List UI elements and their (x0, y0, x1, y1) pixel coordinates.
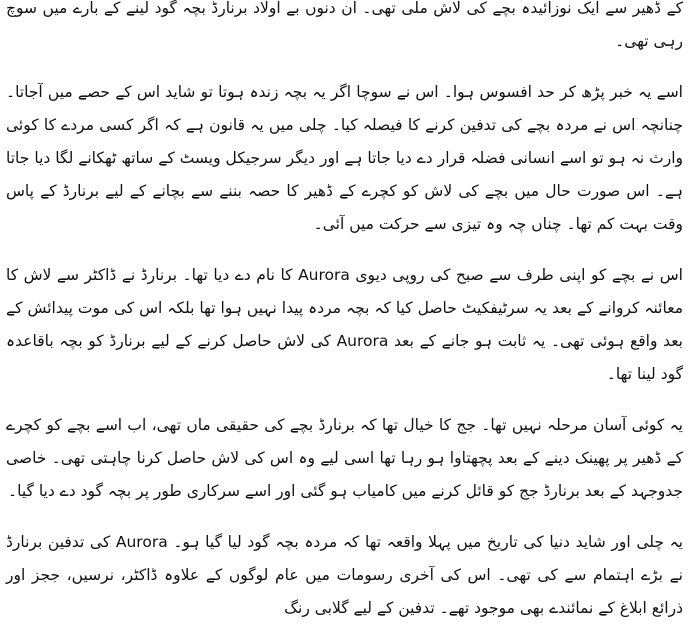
article-paragraph-2: اسے یہ خبر پڑھ کر حد افسوس ہوا۔ اس نے سوچا اگر یہ بچہ زندہ ہوتا تو شاید اس کے حصے میں آجاتا۔ چنانچہ اس نے مردہ بچے کی تدفین کرنے کا فیصلہ کیا۔ چلی میں یہ قانون ہے کہ اگر کسی مردے کا کوئی وارث نہ ہو تو اسے انسانی فضلہ قرار دے دیا جاتا ہے اور دیگر سرجیکل ویسٹ کے ساتھ ٹھکانے لگا دیا جاتا ہے۔ اس صورت حال میں بچے کی لاش کو کچرے کے ڈھیر کا حصہ بننے سے بچانے کے لیے برنارڈ کے پاس وقت بہت کم تھا۔ چناں چہ وہ تیزی سے حرکت میں آئی۔ (6, 83, 683, 233)
article-paragraph-3: اس نے بچے کو اپنی طرف سے صبح کی روپی دیوی Aurora کا نام دے دیا تھا۔ برنارڈ نے ڈاکٹر سے لاش کا معائنہ کروانے کے بعد یہ سرٹیفکیٹ حاصل کیا کہ بچہ مردہ پیدا نہیں ہوا تھا بلکہ اس کی موت پیدائش کے بعد واقع ہوئی تھی۔ یہ ثابت ہو جانے کے بعد Aurora کی لاش حاصل کرنے کے لیے برنارڈ کو بچہ باقاعدہ گود لینا تھا۔ (6, 266, 683, 383)
article-paragraph-5: یہ چلی اور شاید دنیا کی تاریخ میں پہلا واقعہ تھا کہ مردہ بچہ گود لیا گیا ہو۔ Aurora کی تدفین برنارڈ نے بڑے اہتمام سے کی تھی۔ اس کی آخری رسومات میں عام لوگوں کے علاوہ ڈاکٹر، نرسیں، ججز اور ذرائع ابلاغ کے نمائندے بھی موجود تھے۔ تدفین کے لیے گلابی رنگ (6, 533, 683, 617)
article-paragraph-4: یہ کوئی آسان مرحلہ نہیں تھا۔ جج کا خیال تھا کہ برنارڈ بچے کی حقیقی ماں تھی، اب اسے بچے کو کچرے کے ڈھیر پر پھینک دینے کے بعد پچھتاوا ہو رہا تھا اسی لیے وہ اس کی لاش حاصل کرنا چاہتی تھی۔ خاصی جدوجہد کے بعد برنارڈ جج کو قائل کرنے میں کامیاب ہو گئی اور اسے سرکاری طور پر بچہ گود دے دیا گیا۔ (6, 416, 683, 500)
article-paragraph-1: کے ڈھیر سے ایک نوزائیدہ بچے کی لاش ملی تھی۔ ان دنوں بے اولاد برنارڈ بچہ گود لینے کے بارے میں سوچ رہی تھی۔ (6, 0, 683, 50)
